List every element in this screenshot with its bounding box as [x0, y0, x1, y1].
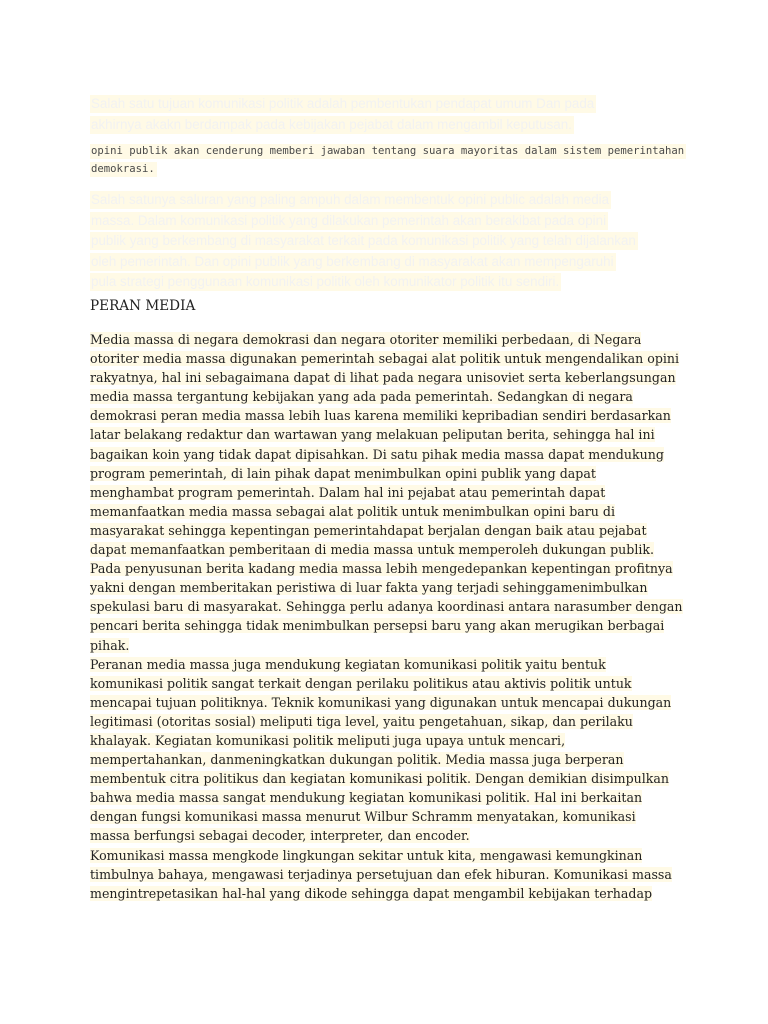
- highlighted-paragraph-1: [90, 94, 690, 135]
- text-line: massa berfungsi sebagai decoder, interpreter, dan encoder.: [90, 828, 470, 844]
- body-paragraphs: [90, 330, 690, 903]
- text-line: program pemerintah, di lain pihak dapat menimbulkan opini publik yang dapat: [90, 465, 596, 481]
- text-line: mengintrepetasikan hal-hal yang dikode sehingga dapat mengambil kebijakan terhadap: [90, 885, 653, 901]
- text-line: timbulnya bahaya, mengawasi terjadinya persetujuan dan efek hiburan. Komunikasi massa: [90, 866, 672, 882]
- text-line: bahwa media massa sangat mendukung kegiatan komunikasi politik. Hal ini berkaitan: [90, 790, 643, 806]
- text-line: spekulasi baru di masyarakat. Sehingga perlu adanya koordinasi antara narasumber dengan: [90, 599, 683, 615]
- text-line: demokrasi peran media massa lebih luas karena memiliki kepribadian sendiri berdasarkan: [90, 408, 671, 424]
- text-line: mempertahankan, danmeningkatkan dukungan politik. Media massa juga berperan: [90, 752, 624, 768]
- text-line: oleh pemerintah. Dan opini publik yang berkembang di masyarakat akan mempengaruhi: [91, 253, 614, 269]
- text-line: memanfaatkan media massa sebagai alat politik untuk menimbulkan opini baru di: [90, 503, 616, 519]
- text-line: dapat memanfaatkan pemberitaan di media massa untuk memperoleh dukungan publik.: [90, 542, 655, 558]
- text-line: rakyatnya, hal ini sebagaimana dapat di lihat pada negara unisoviet serta keberlangsungan: [90, 370, 676, 386]
- text-line: dengan fungsi komunikasi massa menurut Wilbur Schramm menyatakan, komunikasi: [90, 809, 636, 825]
- text-line: Salah satu tujuan komunikasi politik adalah pembentukan pendapat umum Dan pada: [91, 96, 595, 111]
- text-line: yakni dengan memberitakan peristiwa di luar fakta yang terjadi sehinggamenimbulkan: [90, 580, 648, 596]
- text-line: Komunikasi massa mengkode lingkungan sekitar untuk kita, mengawasi kemungkinan: [90, 847, 643, 863]
- text-line: komunikasi politik sangat terkait dengan perilaku politikus atau aktivis politik untuk: [90, 675, 632, 691]
- text-line: mencapai tujuan politiknya. Teknik komunikasi yang digunakan untuk mencapai dukungan: [90, 694, 672, 710]
- text-line: khalayak. Kegiatan komunikasi politik meliputi juga upaya untuk mencari,: [90, 732, 566, 748]
- text-line: masyarakat sehingga kepentingan pemerintahdapat berjalan dengan baik atau pejabat: [90, 522, 647, 538]
- gray-paragraph: [90, 143, 690, 178]
- text-line: Salah satunya saluran yang paling ampuh dalam membentuk opini public adalah media: [91, 192, 610, 207]
- text-line: demokrasi.: [91, 162, 155, 175]
- text-line: bagaikan koin yang tidak dapat dipisahkan. Di satu pihak media massa dapat mendukung: [90, 446, 664, 462]
- text-line: Peranan media massa juga mendukung kegiatan komunikasi politik yaitu bentuk: [90, 656, 606, 672]
- text-line: Pada penyusunan berita kadang media massa lebih mengedepankan kepentingan profitnya: [90, 561, 673, 577]
- text-line: publik yang berkembang di masyarakat terkait pada komunikasi politik yang telah dijalankan: [91, 233, 636, 248]
- text-line: akhirnya akakn berdampak pada kebijakan pejabat dalam mengambil keputusan.: [91, 116, 572, 132]
- text-line: otoriter media massa digunakan pemerintah sebagai alat politik untuk mengendalikan opini: [90, 351, 680, 367]
- text-line: menghambat program pemerintah. Dalam hal ini pejabat atau pemerintah dapat: [90, 484, 606, 500]
- text-line: pihak.: [90, 637, 130, 653]
- text-line: legitimasi (otoritas sosial) meliputi tiga level, yaitu pengetahuan, sikap, dan perilaku: [90, 713, 633, 729]
- highlighted-paragraph-2: [90, 190, 690, 293]
- text-line: massa. Dalam komunikasi politik yang dilakukan pemerintah akan berakibat pada opini: [91, 212, 607, 228]
- text-line: latar belakang redaktur dan wartawan yang melakuan peliputan berita, sehingga hal ini: [90, 427, 655, 443]
- text-line: membentuk citra politikus dan kegiatan komunikasi politik. Dengan demikian disimpulkan: [90, 771, 670, 787]
- section-heading: PERAN MEDIA: [90, 298, 196, 314]
- text-line: opini publik akan cenderung memberi jawaban tentang suara mayoritas dalam sistem pemerintahan: [91, 145, 685, 157]
- text-line: Media massa di negara demokrasi dan negara otoriter memiliki perbedaan, di Negara: [90, 332, 642, 347]
- text-line: pencari berita sehingga tidak menimbulkan persepsi baru yang akan merugikan berbagai: [90, 618, 665, 634]
- text-line: media massa tergantung kebijakan yang ada pada pemerintah. Sedangkan di negara: [90, 389, 633, 405]
- text-line: pula strategi penggunaan komunikasi politik oleh komunikator politik itu sendiri.: [91, 274, 560, 289]
